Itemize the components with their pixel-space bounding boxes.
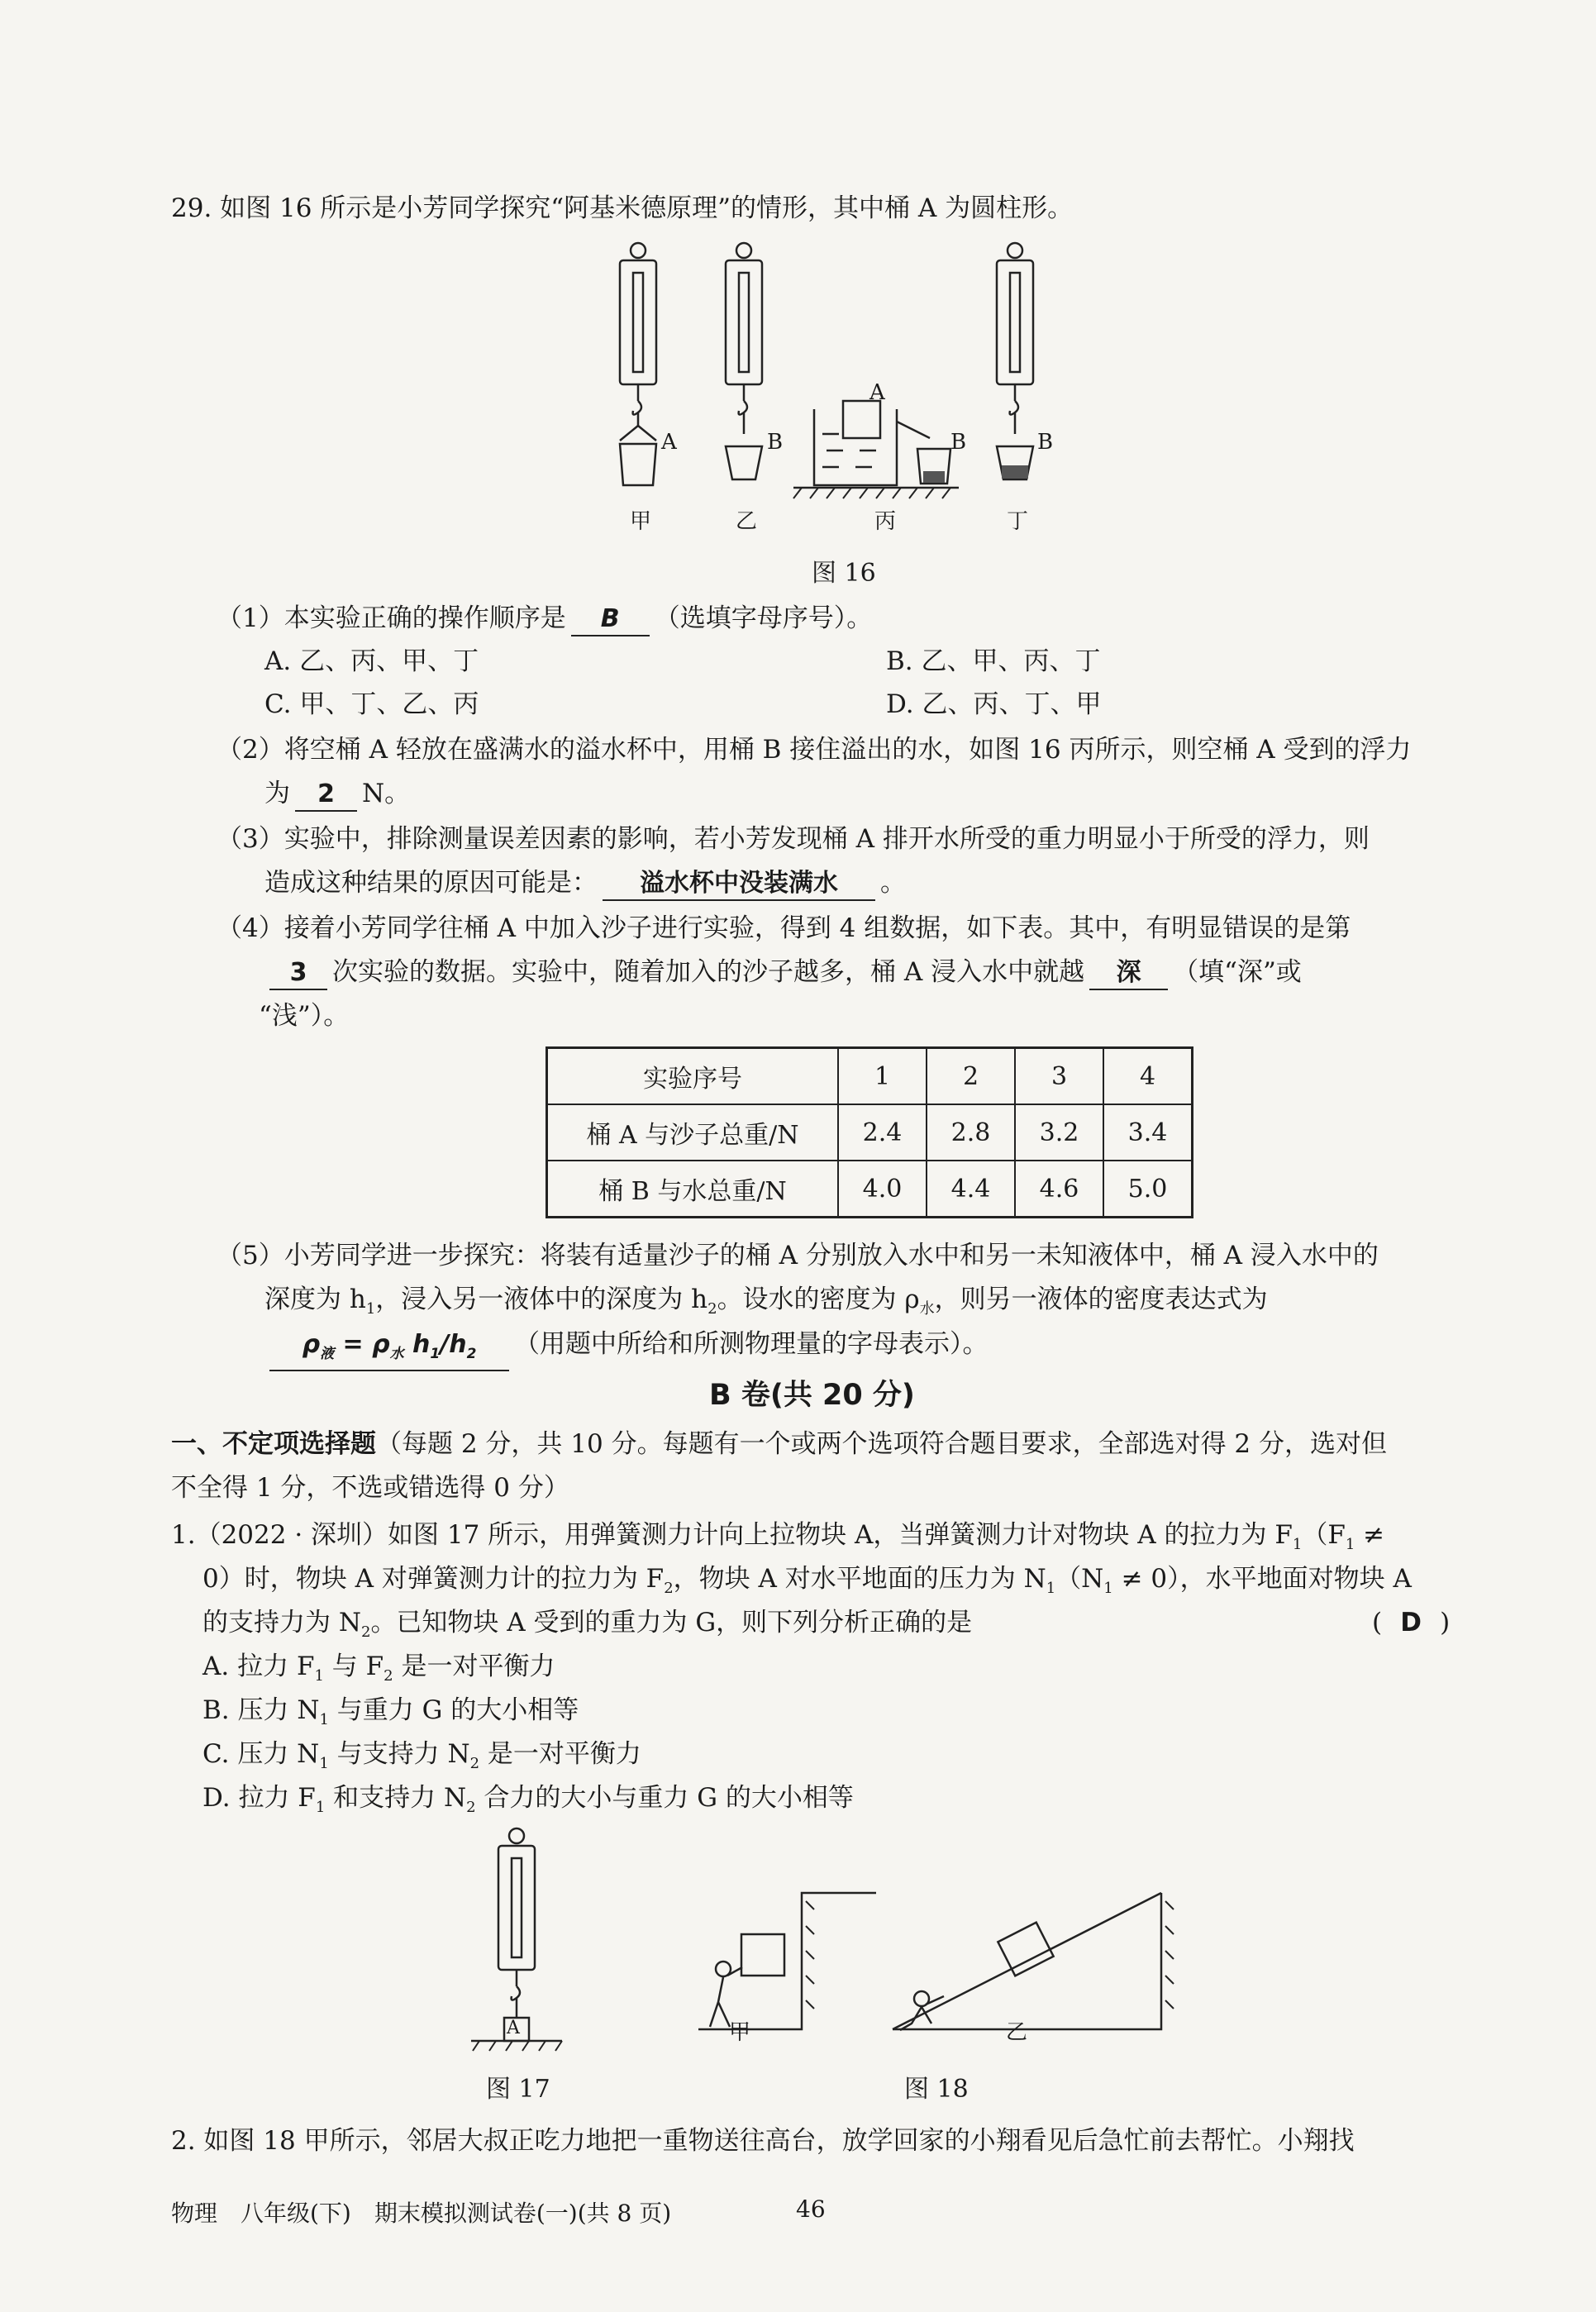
page-number: 46 <box>796 2195 826 2223</box>
fig18-label-yi: 乙 <box>1006 2020 1028 2045</box>
figure-18 <box>682 1876 1227 2042</box>
table-cell: 5.0 <box>1103 1161 1193 1218</box>
table-row <box>547 1104 1193 1161</box>
fig18-caption: 图 18 <box>904 2075 969 2104</box>
q1-option-a: A. 拉力 $F_1$ 与 $F_2$ 是一对平衡力 <box>202 1652 555 1685</box>
q29-p3-line1: （3）实验中，排除测量误差因素的影响，若小芳发现桶 A 排开水所受的重力明显小于所受的浮力，则 <box>217 824 1370 854</box>
q29-p4-line2: 3 次实验的数据。实验中，随着加入的沙子越多，桶 A 浸入水中就越 深 （填“深”或 <box>264 954 1302 990</box>
page-footer-title: 物理 八年级(下) 期末模拟测试卷(一)(共 8 页) <box>171 2200 672 2227</box>
q29-p3-answer: 溢水杯中没装满水 <box>603 868 875 901</box>
fig16-caption: 图 16 <box>812 559 876 588</box>
q29-p4-line3: “浅”）。 <box>259 1001 350 1031</box>
fig16-label-b3: B <box>1037 430 1054 455</box>
table-cell: 2.8 <box>927 1104 1015 1161</box>
table-cell: 4.4 <box>927 1161 1015 1218</box>
table-cell: 3.2 <box>1015 1104 1103 1161</box>
fig17-caption: 图 17 <box>486 2075 550 2104</box>
q29-p5-answer: $\rho_液 = \rho_水$ $h_1/h_2$ <box>269 1329 509 1371</box>
q29-p2-line1: （2）将空桶 A 轻放在盛满水的溢水杯中，用桶 B 接住溢出的水，如图 16 丙所示，则空桶 A 受到的浮力 <box>217 735 1412 765</box>
q29-p2-answer: 2 <box>295 779 357 812</box>
table-cell: 3.4 <box>1103 1104 1193 1161</box>
data-table <box>545 1046 1193 1218</box>
fig16-label-b2: B <box>950 430 967 455</box>
q29-p5-line2: 深度为 $h_1$，浸入另一液体中的深度为 $h_2$。设水的密度为 $\rho_水$，则另一液体的密度表达式为 <box>264 1285 1268 1318</box>
q29-p3-line2: 造成这种结果的原因可能是： 溢水杯中没装满水 。 <box>264 865 906 901</box>
water-in-bucket-bing <box>923 471 945 483</box>
fig16-label-b1: B <box>767 430 784 455</box>
q29-p5-line1: （5）小芳同学进一步探究：将装有适量沙子的桶 A 分别放入水中和另一未知液体中，桶 A 浸入水中的 <box>217 1241 1379 1270</box>
q29-p1-option-b: B. 乙、甲、丙、丁 <box>886 646 1101 676</box>
table-header-cell: 3 <box>1015 1048 1103 1105</box>
q2-line1: 2. 如图 18 甲所示，邻居大叔正吃力地把一重物送往高台，放学回家的小翔看见后急忙前去帮忙。小翔找 <box>171 2126 1355 2156</box>
table-header-row <box>547 1048 1193 1105</box>
section-b-instructions-2: 不全得 1 分，不选或错选得 0 分） <box>171 1473 569 1503</box>
q1-answer-bracket: ( D ) <box>1372 1604 1450 1641</box>
q1-option-c: C. 压力 $N_1$ 与支持力 $N_2$ 是一对平衡力 <box>202 1739 641 1773</box>
q29-p4-answer2: 深 <box>1089 957 1168 990</box>
q29-p4-answer1: 3 <box>269 957 327 990</box>
table-header-cell: 实验序号 <box>547 1048 839 1105</box>
q1-option-d: D. 拉力 $F_1$ 和支持力 $N_2$ 合力的大小与重力 G 的大小相等 <box>202 1783 854 1817</box>
q1-line3: 的支持力为 $N_2$。已知物块 A 受到的重力为 G，则下列分析正确的是 <box>202 1608 973 1642</box>
table-header-cell: 4 <box>1103 1048 1193 1105</box>
table-cell: 4.6 <box>1015 1161 1103 1218</box>
q1-option-b: B. 压力 $N_1$ 与重力 G 的大小相等 <box>202 1695 579 1729</box>
spring-scale-yi <box>726 243 762 479</box>
fig16-label-a1: A <box>661 430 677 455</box>
spring-scale-ding <box>997 243 1033 479</box>
q1-answer: D <box>1400 1608 1422 1637</box>
fig16-panel-ding: 丁 <box>1007 509 1029 534</box>
spring-scale-jia <box>620 243 656 485</box>
q29-p1-option-c: C. 甲、丁、乙、丙 <box>264 689 479 719</box>
fig17-block-label: A <box>507 2018 520 2038</box>
fig16-panel-bing: 丙 <box>874 509 897 534</box>
figure-16 <box>595 236 1058 550</box>
q29-p4-line1: （4）接着小芳同学往桶 A 中加入沙子进行实验，得到 4 组数据，如下表。其中，有明显错误的是第 <box>217 913 1351 943</box>
table-cell: 2.4 <box>838 1104 927 1161</box>
water-in-bucket-ding <box>1002 465 1028 479</box>
q29-p1: （1）本实验正确的操作顺序是 B （选填字母序号）。 <box>217 600 872 636</box>
table-cell: 桶 B 与水总重/N <box>547 1161 839 1218</box>
q1-line2: 0）时，物块 A 对弹簧测力计的拉力为 $F_2$，物块 A 对水平地面的压力为 $N_1(N_1 \ne 0)$，水平地面对物块 A <box>202 1564 1412 1598</box>
fig18-label-jia: 甲 <box>729 2020 751 2045</box>
q1-line1: 1.（2022 · 深圳）如图 17 所示，用弹簧测力计向上拉物块 A，当弹簧测力计对物块 A 的拉力为 $F_1(F_1$ ≠ <box>171 1520 1385 1554</box>
table-header-cell: 1 <box>838 1048 927 1105</box>
section-b-title: B 卷(共 20 分) <box>709 1379 915 1412</box>
q29-p2-line2: 为 2 N。 <box>264 775 410 812</box>
q29-p1-answer: B <box>571 603 650 636</box>
q29-p1-option-a: A. 乙、丙、甲、丁 <box>264 646 479 676</box>
table-header-cell: 2 <box>927 1048 1015 1105</box>
fig16-panel-jia: 甲 <box>630 509 652 534</box>
table-cell: 桶 A 与沙子总重/N <box>547 1104 839 1161</box>
section-b-instructions: 一、不定项选择题（每题 2 分，共 10 分。每题有一个或两个选项符合题目要求，全部选对得 2 分，选对但 <box>171 1429 1388 1459</box>
q29-p5-line3: $\rho_液 = \rho_水$ $h_1/h_2$ （用题中所给和所测物理量的字母表示）。 <box>264 1326 989 1371</box>
fig16-panel-yi: 乙 <box>736 509 758 534</box>
fig16-label-a2: A <box>869 380 885 405</box>
table-cell: 4.0 <box>838 1161 927 1218</box>
q29-p1-option-d: D. 乙、丙、丁、甲 <box>886 689 1102 719</box>
table-row <box>547 1161 1193 1218</box>
q29-stem: 29. 如图 16 所示是小芳同学探究“阿基米德原理”的情形，其中桶 A 为圆柱形。 <box>171 193 1074 223</box>
